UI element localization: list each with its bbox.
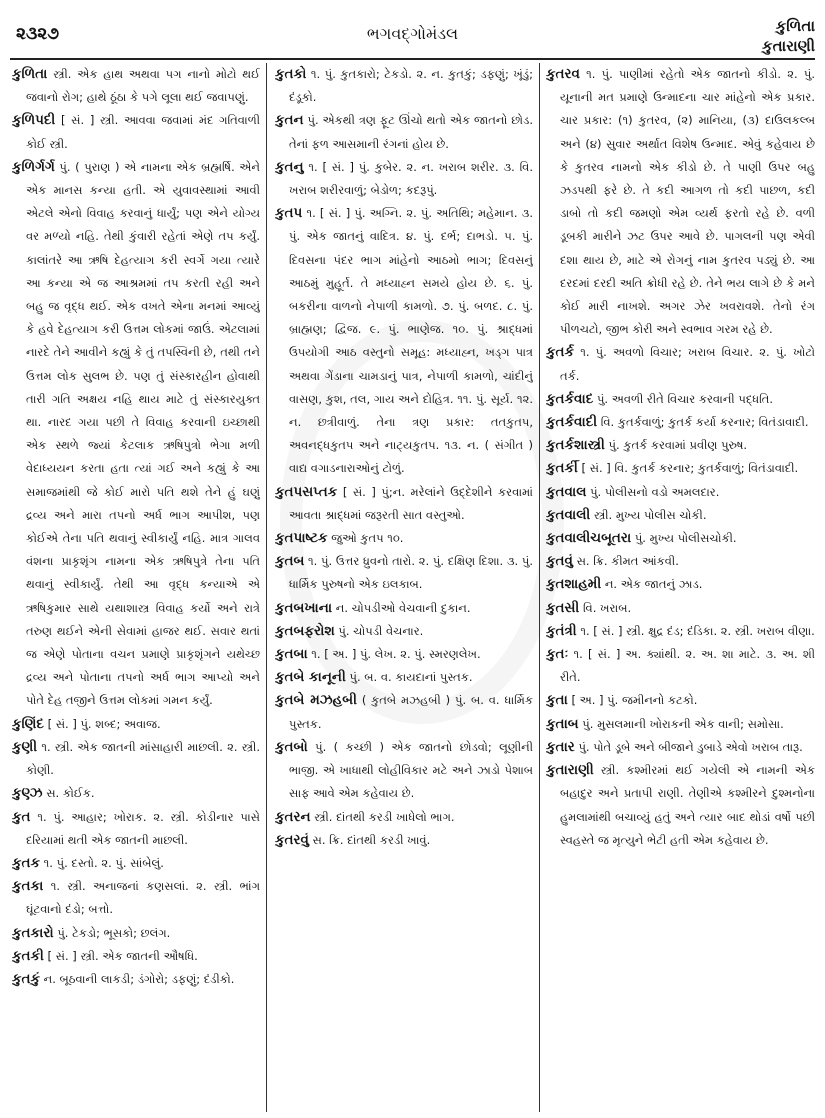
headword: કુળિપદી bbox=[12, 112, 56, 129]
definition: ૧. સ્ત્રી. એક જાતની માંસાહારી માછલી. ૨. સ્ત્રી. કોણી. bbox=[26, 739, 260, 778]
definition: ૧. પું. ઉત્તર ધ્રુવનો તારો. ૨. પું. દક્ષિણ દિશા. ૩. પું. ધાર્મિક પુરુષનો એક ઇલકાબ. bbox=[289, 554, 533, 592]
headword: કુતબ bbox=[275, 553, 305, 570]
headword: કુતબે કાનૂની bbox=[275, 669, 346, 686]
dictionary-entry bbox=[12, 806, 260, 852]
definition: વિ. ખરાબ. bbox=[582, 600, 632, 615]
definition: પું. પોલીસનો વડો અમલદાર. bbox=[590, 484, 720, 499]
headword: કુતશાહમી bbox=[546, 576, 602, 593]
definition: પું. એકથી ત્રણ ફૂટ ઊંચો થતો એક જાતનો છોડ. તેનાં ફળ આસમાની રંગનાં હોય છે. bbox=[289, 113, 533, 151]
headword: કુતંત્રી bbox=[546, 622, 577, 639]
definition: ન. એક જાતનું ઝાડ. bbox=[604, 577, 703, 592]
headword: કુતબા bbox=[275, 646, 308, 663]
definition: પું. ટેકડો; ભૂસકો; છલંગ. bbox=[57, 925, 171, 940]
page-title: ભગવદ્ગોમંડલ bbox=[366, 24, 459, 43]
dictionary-entry bbox=[12, 156, 260, 713]
definition: પું. ચોપડી વેચનાર. bbox=[338, 623, 424, 638]
definition: ૧. સ્ત્રી. અનાજનાં કણસલાં. ૨. સ્ત્રી. ભાંગ ઘૂંટવાનો દંડો; બત્તો. bbox=[26, 879, 260, 917]
dictionary-entry bbox=[546, 504, 815, 527]
headword: કુળિર્ગર્ગ bbox=[12, 158, 55, 175]
definition: [ સં. ] વિ. કુતર્ક કરનાર; કુતર્કવાળું; વિતંડાવાદી. bbox=[581, 461, 799, 476]
definition: સ. ક્રિ. કીમત આંકવી. bbox=[576, 554, 679, 569]
dictionary-entry bbox=[275, 736, 533, 806]
definition: ૧. પું. કુતકારો; ટેકડો. ૨. ન. કુતકું; ડફણું; ખૂંડું; દંડૂકો. bbox=[289, 67, 533, 105]
dictionary-entry bbox=[546, 573, 815, 596]
definition: પું. મુસલમાની ખોરાકની એક વાની; સમોસા. bbox=[582, 716, 784, 731]
headword: કુતકી bbox=[12, 947, 44, 964]
headword: કુતર્કશાસ્ત્રી bbox=[546, 437, 605, 454]
dictionary-entry bbox=[12, 968, 260, 991]
definition: ૧. પું. આહાર; ખોરાક. ૨. સ્ત્રી. કોડીનાર પાસે દરિયામાં થતી એક જાતની માછલી. bbox=[26, 809, 260, 847]
dictionary-entry bbox=[275, 63, 533, 109]
dictionary-entry bbox=[275, 643, 533, 666]
definition: સ્ત્રી. એક હાથ અથવા પગ નાનો મોટો થઈ જવાનો રોગ; હાથે ઠૂંઠા કે પગે લૂલા થઈ જવાપણું. bbox=[26, 67, 260, 105]
definition: પું. મુખ્ય પોલીસચોકી. bbox=[634, 531, 737, 546]
headword: કુતરવું bbox=[275, 831, 309, 848]
column-divider bbox=[539, 63, 540, 1112]
definition: ૧. [ સં. ] સ્ત્રી. ક્ષુદ્ર દંડ; દંડિકા. ૨. સ્ત્રી. ખરાબ વીણા. bbox=[580, 623, 815, 638]
headword: કુતર્ક bbox=[546, 344, 575, 361]
definition: વિ. કુતર્કવાળું; કુતર્ક કર્યા કરનાર; વિતંડાવાદી. bbox=[600, 415, 809, 430]
dictionary-entry bbox=[546, 457, 815, 480]
dictionary-entry bbox=[546, 689, 815, 712]
headword: કુતવાલીચબૂતરા bbox=[546, 530, 632, 547]
definition: ન. ચોપડીઓ વેચવાની દુકાન. bbox=[335, 600, 471, 615]
dictionary-entry bbox=[275, 666, 533, 689]
dictionary-entry bbox=[546, 411, 815, 434]
definition: ( કુતબે મઝહબી ) પું. બ. વ. ધાર્મિક પુસ્તક. bbox=[289, 693, 533, 731]
headword: કુતબે મઝહબી bbox=[275, 692, 357, 709]
headword: કુતારાણી bbox=[546, 762, 594, 779]
dictionary-entry bbox=[546, 597, 815, 620]
dictionary-entry bbox=[546, 620, 815, 643]
headword: કુણી bbox=[12, 738, 38, 755]
headword: કુતન bbox=[275, 112, 304, 129]
headword: કુતરન bbox=[275, 808, 311, 825]
dictionary-entry bbox=[275, 481, 533, 527]
dictionary-entry bbox=[12, 63, 260, 109]
definition: સ્ત્રી. કશ્મીરમાં થઈ ગયેલી એ નામની એક બહાદુર અને પ્રતાપી રાણી. તેણીએ કશ્મીરને દુશ્મનોના હુમલામાંથી બચાવ્યું હતું અને ત્યાર બાદ થોડાં વર્ષો પછી સ્વહસ્તે જ મૃત્યુને ભેટી હતી એમ કહેવાય છે. bbox=[560, 763, 815, 847]
definition: પું. અવળી રીતે વિચાર કરવાની પદ્ધતિ. bbox=[596, 391, 774, 406]
dictionary-entry bbox=[546, 527, 815, 550]
definition: જુઓ કુતપ ૧૦. bbox=[331, 531, 404, 546]
dictionary-entry bbox=[12, 945, 260, 968]
dictionary-entry bbox=[275, 156, 533, 202]
headword: કુતપાષ્ટક bbox=[275, 530, 328, 547]
headword: કુતબખાના bbox=[275, 599, 333, 616]
headword: કુળિતા bbox=[12, 66, 48, 82]
dictionary-entry bbox=[546, 713, 815, 736]
dictionary-entry bbox=[546, 736, 815, 759]
dictionary-entry bbox=[275, 829, 533, 852]
dictionary-entry bbox=[12, 713, 260, 736]
definition: પું. કુતર્ક કરવામાં પ્રવીણ પુરુષ. bbox=[608, 438, 748, 453]
definition: સ્ત્રી. મુખ્ય પોલીસ ચોકી. bbox=[593, 507, 707, 522]
dictionary-entry bbox=[12, 736, 260, 782]
dictionary-entry bbox=[275, 597, 533, 620]
dictionary-entry bbox=[275, 202, 533, 480]
definition: ૧. [ સં. ] અ. ક્યાંથી. ૨. અ. શા માટે. ૩. અ. શી રીતે. bbox=[560, 647, 815, 685]
definition: પું. ( કચ્છી ) એક જાતનો છોડવો; લૂણીની ભાજી. એ ખાધાથી લોહીવિકાર મટે અને ઝાડો પેશાબ સાફ આવે એમ કહેવાય છે. bbox=[289, 739, 533, 801]
column-divider bbox=[266, 63, 267, 1112]
definition: [ સં. ] પું;ન. મરેલાંને ઉદ્દેશીને કરવામાં આવતા શ્રાદ્ધમાં જરૂરતી સાત વસ્તુઓ. bbox=[289, 484, 533, 522]
dictionary-entry bbox=[275, 109, 533, 155]
headword: કુતર્કવાદી bbox=[546, 414, 598, 431]
definition: ૧. [ સં. ] પું. કુબેર. ૨. ન. ખરાબ શરીર. ૩. વિ. ખરાબ શરીરવાળું; બેડોળ; કદરૂપું. bbox=[289, 159, 533, 198]
definition: સ્ત્રી. દાંતથી કરડી ખાધેલો ભાગ. bbox=[314, 809, 455, 824]
dictionary-entry bbox=[12, 922, 260, 945]
dictionary-entry bbox=[275, 620, 533, 643]
definition: પું. પોતે ડૂબે અને બીજાને ડુબાડે એવો ખરાબ તારૂ. bbox=[578, 739, 803, 754]
column-3 bbox=[546, 63, 815, 1114]
headword: કુતકો bbox=[275, 66, 307, 82]
definition: [ સં. ] સ્ત્રી. આવવા જવામાં મંદ ગતિવાળી કોઈ સ્ત્રી. bbox=[26, 113, 260, 151]
headword: કુણિંદ bbox=[12, 715, 44, 732]
definition: ૧. [ અ. ] પું. લેખ. ૨. પું. સ્મરણલેખ. bbox=[311, 647, 481, 662]
headword: કુતકારો bbox=[12, 924, 54, 941]
dictionary-entry bbox=[12, 109, 260, 155]
definition: [ સં. ] સ્ત્રી. એક જાતની ઔષધિ. bbox=[47, 948, 198, 963]
guide-word-last: કુતારાણી bbox=[761, 37, 815, 55]
page-header bbox=[0, 0, 825, 62]
definition: સ. કોઈક. bbox=[46, 786, 95, 801]
headword: કુતા bbox=[546, 692, 568, 709]
definition: ૧. [ સં. ] પું. અગ્નિ. ૨. પું. અતિથિ; મહેમાન. ૩. પું. એક જાતનું વાદિત્ર. ૪. પું. દર્ભ; દાભડો. ૫. પું. દિવસના પંદર ભાગ માંહેનો આઠમો ભાગ; દિવસનું આઠમું મુહૂર્ત. તે મધ્યાહ્ન સમયે હોય છે. ૬. પું. બકરીના વાળનો નેપાળી કામળો. ૭. પું. બળદ. ૮. પું. બ્રાહ્મણ; દ્વિજ. ૯. પું. ભાણેજ. ૧૦. પું. શ્રાદ્ધમાં ઉપયોગી આઠ વસ્તુનો સમૂહ: મધ્યાહ્ન, ખડ્ગ પાત્ર અથવા ગેંડાના ચામડાનું પાત્ર, નેપાળી કામળો, ચાંદીનું વાસણ, કુશ, તલ, ગાય અને દોહિત્ર. ૧૧. પું. સૂર્ય. ૧૨. ન. છત્રીવાળું. તેના ત્રણ પ્રકાર: તતકુતપ, અવનદ્ધકુતપ અને નાટ્યકુતપ. ૧૩. ન. ( સંગીત ) વાદ્ય વગાડનારાઓનું ટોળું. bbox=[289, 206, 533, 476]
headword: કુતકું bbox=[12, 970, 41, 987]
dictionary-entry bbox=[275, 806, 533, 829]
headword: કુતવું bbox=[546, 553, 573, 570]
headword: કુતનુ bbox=[275, 158, 304, 175]
headword: કુતપ bbox=[275, 205, 303, 222]
guide-words bbox=[762, 16, 815, 56]
guide-word-first: કુળિતા bbox=[775, 17, 815, 35]
headword: કુતક bbox=[12, 854, 41, 871]
headword: કુતવાલી bbox=[546, 506, 591, 523]
headword: કુતસી bbox=[546, 599, 580, 616]
definition: સ. ક્રિ. દાંતથી કરડી ખાવું. bbox=[312, 832, 431, 847]
dictionary-entry bbox=[12, 875, 260, 921]
headword: કુતકા bbox=[12, 878, 44, 895]
headword: કુતાબ bbox=[546, 715, 579, 732]
dictionary-entry bbox=[546, 643, 815, 689]
headword: કુતઃ bbox=[546, 646, 569, 663]
dictionary-entry bbox=[546, 434, 815, 457]
dictionary-entry bbox=[546, 481, 815, 504]
column-2 bbox=[275, 63, 533, 1114]
page-number: ૨૩૨૭ bbox=[16, 24, 60, 44]
headword: કુતર્કી bbox=[546, 460, 578, 477]
definition: પું. ( પુરાણ ) એ નામના એક બ્રહ્મર્ષિ. એને એક માનસ કન્યા હતી. એ યુવાવસ્થામાં આવી એટલે એનો વિવાહ કરવાનું ધાર્યું; પણ એને યોગ્ય વર મળ્યો નહિ. તેથી કુંવારી રહેતાં એણે તપ કર્યું. કાલાંતરે આ ઋષિ દેહત્યાગ કરી સ્વર્ગે ગયા ત્યારે આ કન્યા એ જ આશ્રમમાં તપ કરતી રહી અને બહુ જ વૃદ્ધ થઈ. એક વખતે એના મનમાં આવ્યું કે હવે દેહત્યાગ કરી ઉત્તમ લોકમાં જાઉં. એટલામાં નારદે તેને આવીને કહ્યું કે તું તપસ્વિની છે, તથી તને ઉત્તમ લોક સુલભ છે. પણ તું સંસ્કારહીન હોવાથી તારી ગતિ અક્ષય નહિ થાય માટે તું સંસ્કારયુક્ત થા. નારદ ગયા પછી તે વિવાહ કરવાની ઇચ્છાથી એક સ્થળે જ્યાં કેટલાક ઋષિપુત્રો ભેગા મળી વેદાધ્યયન કરતા હતા ત્યાં ગઈ અને કહ્યું કે આ સમાજમાંથી જે કોઈ મારો પતિ થશે તેને હું ઘણું દ્રવ્ય અને મારા તપનો અર્ધ ભાગ આપીશ, પણ કોઈએ તેના પતિ થવાનું સ્વીકાર્યું નહિ. માત્ર ગાલવ વંશના પ્રાકૃશૃંગ નામના એક ઋષિપુત્રે તેના પતિ થવાનું સ્વીકાર્યું. તેથી આ વૃદ્ધ કન્યાએ એ ઋષિકુમાર સાથે યથાશાસ્ત્ર વિવાહ કર્યો અને રાત્રે તરુણ થઈને એની સેવામાં હાજર થઈ. સવાર થતાં જ એણે પોતાના વચન પ્રમાણે પ્રાકૃશૃંગને યથેચ્છ દ્રવ્ય અને પોતાના તપનો અર્ધ ભાગ આપ્યો અને પોતે દેહ તજીને ઉત્તમ લોકમાં ગમન કર્યું. bbox=[26, 159, 260, 708]
headword: કુણ્ઝ bbox=[12, 785, 43, 802]
dictionary-entry bbox=[275, 527, 533, 550]
column-1 bbox=[12, 63, 260, 1114]
definition: પું. બ. વ. કાયદાનાં પુસ્તક. bbox=[349, 670, 473, 685]
dictionary-entry bbox=[546, 388, 815, 411]
headword: કુતબફરોશ bbox=[275, 622, 335, 639]
dictionary-entry bbox=[275, 689, 533, 735]
headword: કુતર્કવાદ bbox=[546, 390, 594, 407]
headword: કુતવાલ bbox=[546, 483, 587, 500]
headword: કુતબો bbox=[275, 738, 308, 755]
definition: ૧. પું. પાણીમાં રહેતો એક જાતનો કીડો. ૨. પું. યૂનાની મત પ્રમાણે ઉન્માદના ચાર માંહેનો એક પ્રકાર. ચાર પ્રકાર: (૧) કુતરવ, (૨) માનિયા, (૩) દાઉલકલ્બ અને (૪) સુવાર અર્થાત વિશેષ ઉન્માદ. એવું કહેવાય છે કે કુતરવ નામનો એક કીડો છે. તે પાણી ઉપર બહુ ઝડપથી ફરે છે. તે કદી આગળ તો કદી પાછળ, કદી ડાબો તો કદી જમણો એમ વ્યર્થ ફરતો રહે છે. વળી ડૂબકી મારીને ઝટ ઉપર આવે છે. પાગલની પણ એવી દશા થાય છે, માટે એ રોગનું નામ કુતરવ પડ્યું છે. આ દરદમાં દરદી અતિ ક્રોધી રહે છે. તેને ભય લાગે છે કે મને કોઈ મારી નાખશે. અગર ઝેર ખવરાવશે. તેનો રંગ પીળચટો, જીભ કોરી અને સ્વભાવ ગરમ રહે છે. bbox=[560, 67, 815, 337]
definition: [ સં. ] પું. શબ્દ; અવાજ. bbox=[47, 716, 161, 731]
dictionary-entry bbox=[275, 550, 533, 596]
dictionary-entry bbox=[546, 759, 815, 852]
headword: કુત bbox=[12, 808, 31, 825]
definition: ૧. પું. દસ્તો. ૨. પું. સાંબેલું. bbox=[43, 855, 164, 870]
dictionary-entry bbox=[546, 341, 815, 387]
definition: [ અ. ] પું. જમીનનો કટકો. bbox=[571, 693, 698, 708]
header-rule bbox=[10, 58, 815, 60]
dictionary-entry bbox=[12, 782, 260, 805]
definition: ન. બૂઠવાની લાકડી; ડંગોરો; ડફણું; દંડીકો. bbox=[43, 971, 235, 986]
dictionary-entry bbox=[546, 63, 815, 341]
definition: ૧. પું. અવળો વિચાર; ખરાબ વિચાર. ૨. પું. ખોટો તર્ક. bbox=[560, 345, 815, 383]
dictionary-entry bbox=[546, 550, 815, 573]
headword: કુતપસપ્તક bbox=[275, 483, 338, 500]
headword: કુતાર bbox=[546, 738, 575, 755]
headword: કુતરવ bbox=[546, 66, 580, 82]
dictionary-entry bbox=[12, 852, 260, 875]
